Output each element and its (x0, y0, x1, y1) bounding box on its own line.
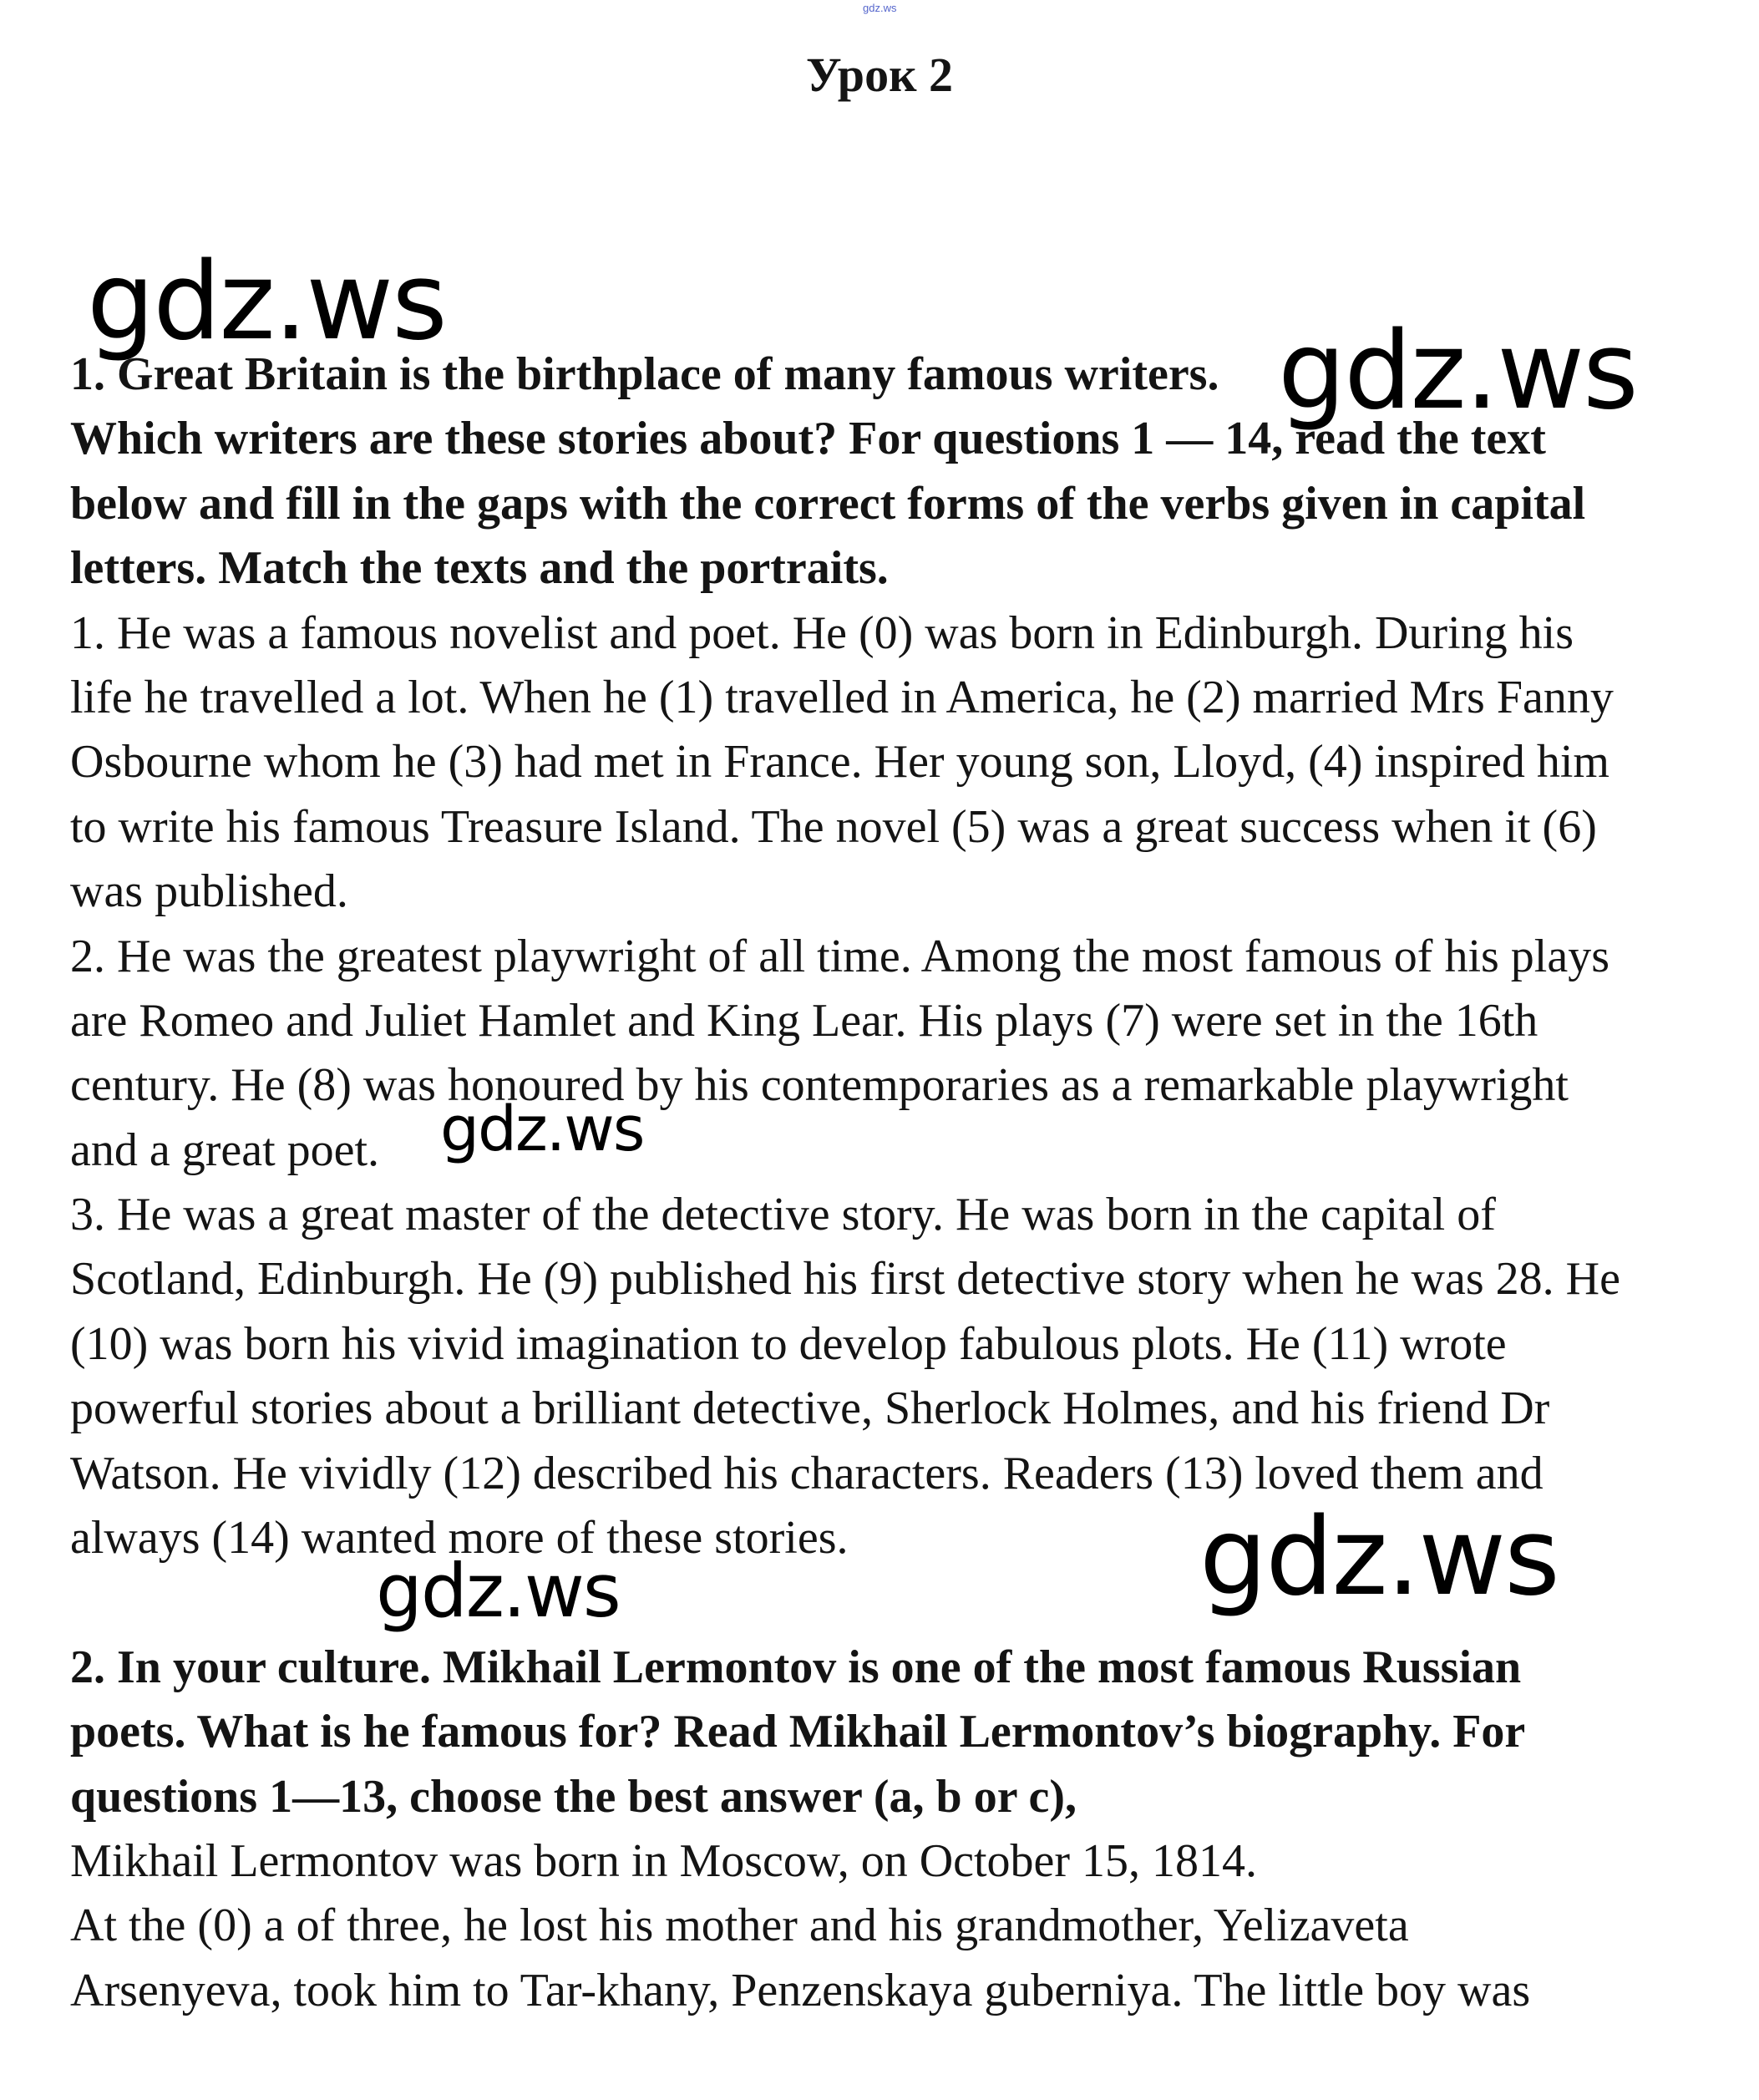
text-line: Scotland, Edinburgh. He (9) published his first detective story when he was 28. He (70, 1253, 1620, 1306)
watermark-large-top-right: gdz.ws (1278, 309, 1637, 434)
text-line: was published. (70, 865, 348, 918)
text-line: powerful stories about a brilliant detective, Sherlock Holmes, and his friend Dr (70, 1382, 1550, 1435)
text-line: life he travelled a lot. When he (1) travelled in America, he (2) married Mrs Fanny (70, 671, 1614, 723)
task-1-heading-line-4: letters. Match the texts and the portraits. (70, 542, 889, 595)
watermark-large-top-left: gdz.ws (87, 240, 446, 364)
task-2-heading-line-1: 2. In your culture. Mikhail Lermontov is one of the most famous Russian (70, 1641, 1522, 1693)
text-line: always (14) wanted more of these stories. (70, 1512, 849, 1565)
task-1-heading-line-2: Which writers are these stories about? For questions 1 — 14, read the text (70, 413, 1546, 465)
task-2-heading-line-3: questions 1—13, choose the best answer (a, b or c), (70, 1770, 1077, 1823)
text-line: At the (0) a of three, he lost his mother and his grandmother, Yelizaveta (70, 1900, 1409, 1952)
text-line: Osbourne whom he (3) had met in France. Her young son, Lloyd, (4) inspired him (70, 736, 1609, 789)
page-title: Урок 2 (806, 48, 953, 102)
task-1-heading-line-3: below and fill in the gaps with the correct forms of the verbs given in capital (70, 477, 1586, 530)
text-line: to write his famous Treasure Island. The novel (5) was a great success when it (6) (70, 800, 1597, 853)
text-line: Watson. He vividly (12) described his characters. Readers (13) loved them and (70, 1447, 1544, 1499)
top-watermark: gdz.ws (863, 2, 897, 14)
text-line: century. He (8) was honoured by his contemporaries as a remarkable playwright (70, 1059, 1569, 1112)
task-1-heading-line-1: 1. Great Britain is the birthplace of many famous writers. (70, 348, 1219, 400)
text-line: (10) was born his vivid imagination to develop fabulous plots. He (11) wrote (70, 1317, 1507, 1370)
task-2-heading-line-2: poets. What is he famous for? Read Mikhail Lermontov’s biography. For (70, 1706, 1526, 1758)
text-line: 2. He was the greatest playwright of all time. Among the most famous of his plays (70, 930, 1609, 982)
watermark-large-bottom-right: gdz.ws (1199, 1495, 1559, 1620)
text-line: and a great poet. (70, 1124, 380, 1176)
text-line: Arsenyeva, took him to Tar-khany, Penzenskaya guberniya. The little boy was (70, 1964, 1531, 2016)
watermark-small-middle: gdz.ws (440, 1093, 644, 1165)
document-body (70, 342, 1741, 2023)
text-line: Mikhail Lermontov was born in Moscow, on October 15, 1814. (70, 1834, 1258, 1887)
text-line: 3. He was a great master of the detective story. He was born in the capital of (70, 1189, 1496, 1241)
text-line: are Romeo and Juliet Hamlet and King Lear. His plays (7) were set in the 16th (70, 994, 1538, 1047)
text-line: 1. He was a famous novelist and poet. He (0) was born in Edinburgh. During his (70, 606, 1574, 659)
watermark-medium-bottom-left: gdz.ws (376, 1548, 620, 1634)
